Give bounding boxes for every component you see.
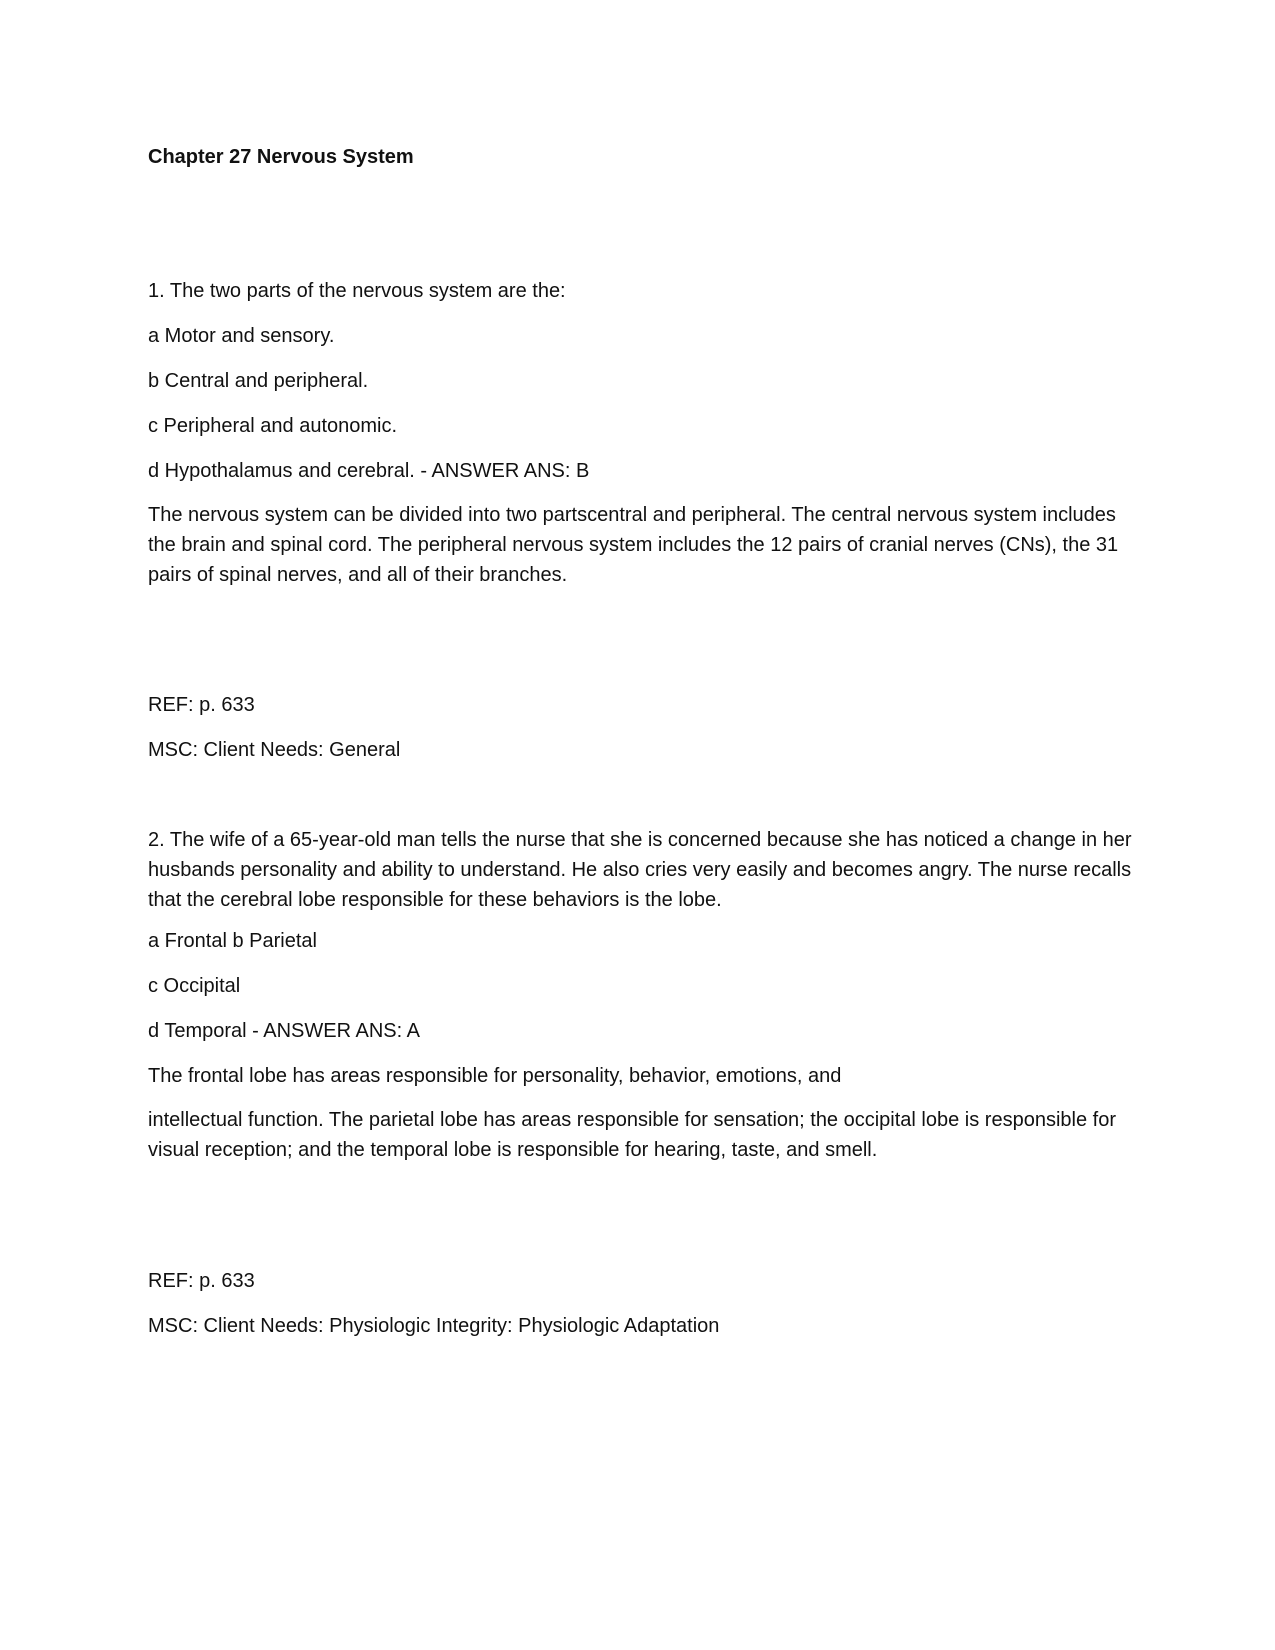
question-2-option-c: c Occipital (148, 975, 241, 997)
question-2-msc: MSC: Client Needs: Physiologic Integrity: Physiologic Adaptation (148, 1315, 720, 1337)
question-1-msc: MSC: Client Needs: General (148, 739, 401, 761)
question-1-stem: 1. The two parts of the nervous system are the: (148, 280, 566, 302)
chapter-title: Chapter 27 Nervous System (148, 146, 414, 168)
question-2-ref: REF: p. 633 (148, 1270, 255, 1292)
question-1-option-c: c Peripheral and autonomic. (148, 415, 398, 437)
question-1-ref: REF: p. 633 (148, 694, 255, 716)
question-2-option-ab: a Frontal b Parietal (148, 930, 317, 952)
question-2-option-d: d Temporal - ANSWER ANS: A (148, 1020, 420, 1042)
question-1-option-d: d Hypothalamus and cerebral. - ANSWER ANS: B (148, 460, 590, 482)
question-1-option-b: b Central and peripheral. (148, 370, 369, 392)
question-1-rationale: The nervous system can be divided into two partscentral and peripheral. The central nervous system includes the brain and spinal cord. The peripheral nervous system includes the 12 pairs of cranial nerves (CNs), the 31 pairs of spinal nerves, and all of their branches. (148, 504, 1119, 586)
question-1-option-a: a Motor and sensory. (148, 325, 335, 347)
question-2-stem: 2. The wife of a 65-year-old man tells the nurse that she is concerned because she has noticed a change in her husbands personality and ability to understand. He also cries very easily and becomes angry. The nurse recalls that the cerebral lobe responsible for these behaviors is the lobe. (148, 829, 1132, 911)
question-2-rationale-part-1: The frontal lobe has areas responsible for personality, behavior, emotions, and (148, 1065, 842, 1087)
question-2-rationale-part-2: intellectual function. The parietal lobe has areas responsible for sensation; the occipital lobe is responsible for visual reception; and the temporal lobe is responsible for hearing, taste, and smell. (148, 1109, 1116, 1161)
